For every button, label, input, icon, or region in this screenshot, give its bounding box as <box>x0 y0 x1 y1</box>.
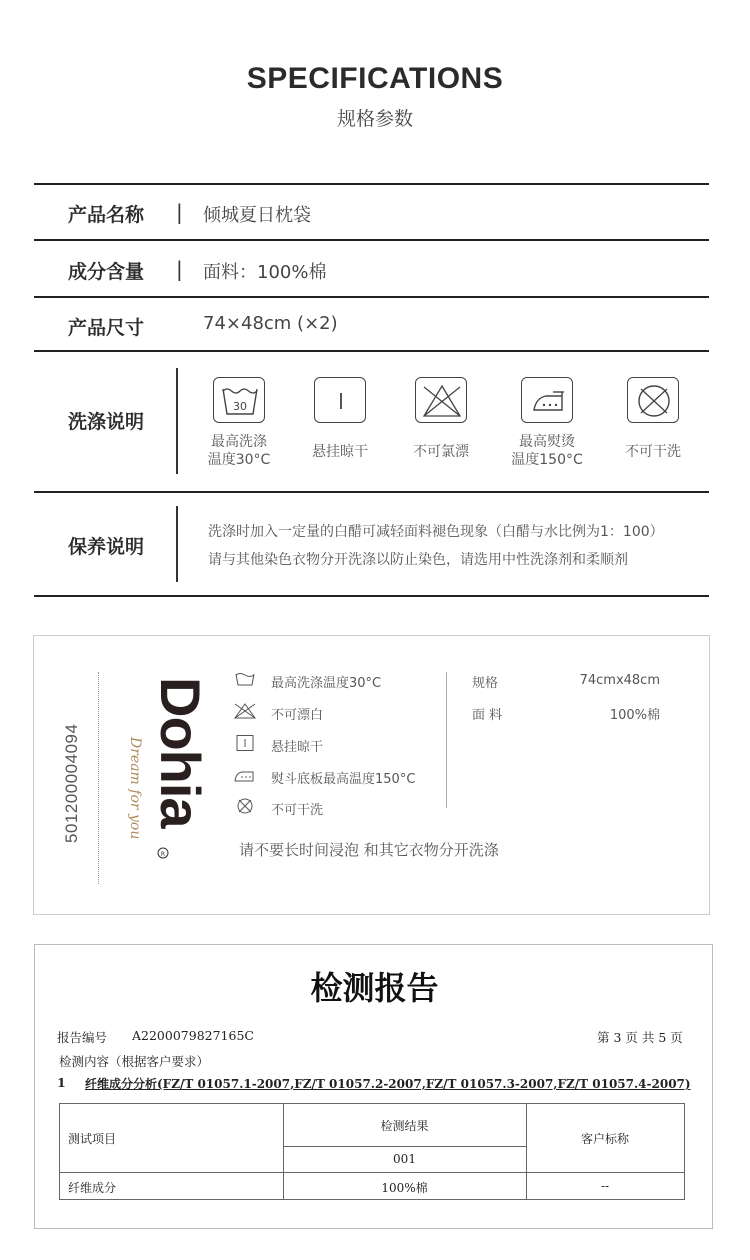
table-cell-label: -- <box>600 1179 610 1193</box>
table-cell-result: 100%棉 <box>381 1181 428 1195</box>
maintenance-text-2: 请与其他染色衣物分开洗涤以防止染色，请选用中性洗涤剂和柔顺剂 <box>208 552 628 568</box>
svg-text:Dream for you: Dream for you <box>127 737 143 840</box>
report-number: A2200079827165C <box>132 1028 254 1043</box>
vertical-divider <box>176 368 178 474</box>
page-title: SPECIFICATIONS <box>246 62 504 95</box>
report-number-label: 报告编号 <box>57 1030 108 1045</box>
wash-30-icon <box>233 670 257 688</box>
spec-value: 74cmx48cm <box>579 673 660 688</box>
fabric-label: 面 料 <box>472 708 503 723</box>
table-header-sample: 001 <box>393 1152 416 1166</box>
report-table <box>59 1103 685 1200</box>
dotted-divider <box>98 672 99 884</box>
table-header-item: 测试项目 <box>68 1132 117 1146</box>
line-dry-icon <box>314 377 366 423</box>
size-value: 74×48cm (×2) <box>203 313 338 334</box>
test-report <box>34 944 713 1229</box>
fabric-value: 100%棉 <box>609 708 660 723</box>
composition-label: 成分含量 <box>68 261 145 283</box>
maintenance-label: 保养说明 <box>68 536 145 558</box>
divider <box>34 239 709 241</box>
divider <box>34 296 709 298</box>
brand-logo <box>123 677 213 867</box>
wash-instructions-label: 洗涤说明 <box>68 411 145 433</box>
iron-150-icon <box>521 377 573 423</box>
product-label-card <box>33 635 710 915</box>
size-label: 产品尺寸 <box>68 317 145 339</box>
svg-text:R: R <box>160 851 166 858</box>
composition-value: 面料：100%棉 <box>203 262 327 283</box>
svg-text:Dohia: Dohia <box>149 677 212 828</box>
spec-label: 规格 <box>472 676 499 691</box>
care-label-dry: 悬挂晾干 <box>312 444 368 460</box>
separator: | <box>176 200 183 224</box>
no-bleach-icon <box>415 377 467 423</box>
report-page: 第 3 页 共 5 页 <box>597 1030 683 1045</box>
care-text-wash: 最高洗涤温度30°C <box>271 676 382 691</box>
care-text-dry-clean: 不可干洗 <box>271 803 324 818</box>
iron-150-icon <box>233 766 257 784</box>
care-label-wash: 最高洗涤 温度30°C <box>207 434 271 468</box>
vertical-divider <box>176 506 178 582</box>
maintenance-text-1: 洗涤时加入一定量的白醋可减轻面料褪色现象（白醋与水比例为1：100） <box>208 524 664 540</box>
report-item-number: 1 <box>57 1075 66 1090</box>
no-dry-clean-icon <box>233 797 257 815</box>
divider <box>34 183 709 185</box>
care-note: 请不要长时间浸泡 和其它衣物分开洗涤 <box>239 841 499 859</box>
product-name-value: 倾城夏日枕袋 <box>203 205 311 226</box>
table-header-label: 客户标称 <box>580 1132 629 1146</box>
divider <box>34 350 709 352</box>
care-text-dry: 悬挂晾干 <box>271 740 324 755</box>
divider <box>34 491 709 493</box>
product-name-label: 产品名称 <box>68 204 145 226</box>
wash-30-icon <box>213 377 265 423</box>
care-text-iron: 熨斗底板最高温度150°C <box>271 772 416 787</box>
table-header-result: 检测结果 <box>380 1119 429 1133</box>
report-content: 检测内容（根据客户要求） <box>59 1054 210 1069</box>
table-cell-item: 纤维成分 <box>68 1181 117 1195</box>
divider <box>34 595 709 597</box>
line-dry-icon <box>233 734 257 752</box>
care-label-bleach: 不可氯漂 <box>413 444 469 460</box>
vertical-divider <box>446 672 447 808</box>
barcode-number: 501200004094 <box>62 723 81 843</box>
svg-text:30: 30 <box>233 400 247 413</box>
separator: | <box>176 257 183 281</box>
report-item: 纤维成分分析(FZ/T 01057.1-2007,FZ/T 01057.2-2007,FZ/T 01057.3-2007,FZ/T 01057.4-2007) <box>85 1077 691 1091</box>
care-label-iron: 最高熨烫 温度150°C <box>511 434 583 468</box>
no-dry-clean-icon <box>627 377 679 423</box>
page-subtitle: 规格参数 <box>336 108 413 130</box>
no-bleach-icon <box>233 702 257 720</box>
care-label-dry-clean: 不可干洗 <box>625 444 681 460</box>
report-title: 检测报告 <box>310 969 439 1007</box>
care-text-bleach: 不可漂白 <box>271 708 324 723</box>
